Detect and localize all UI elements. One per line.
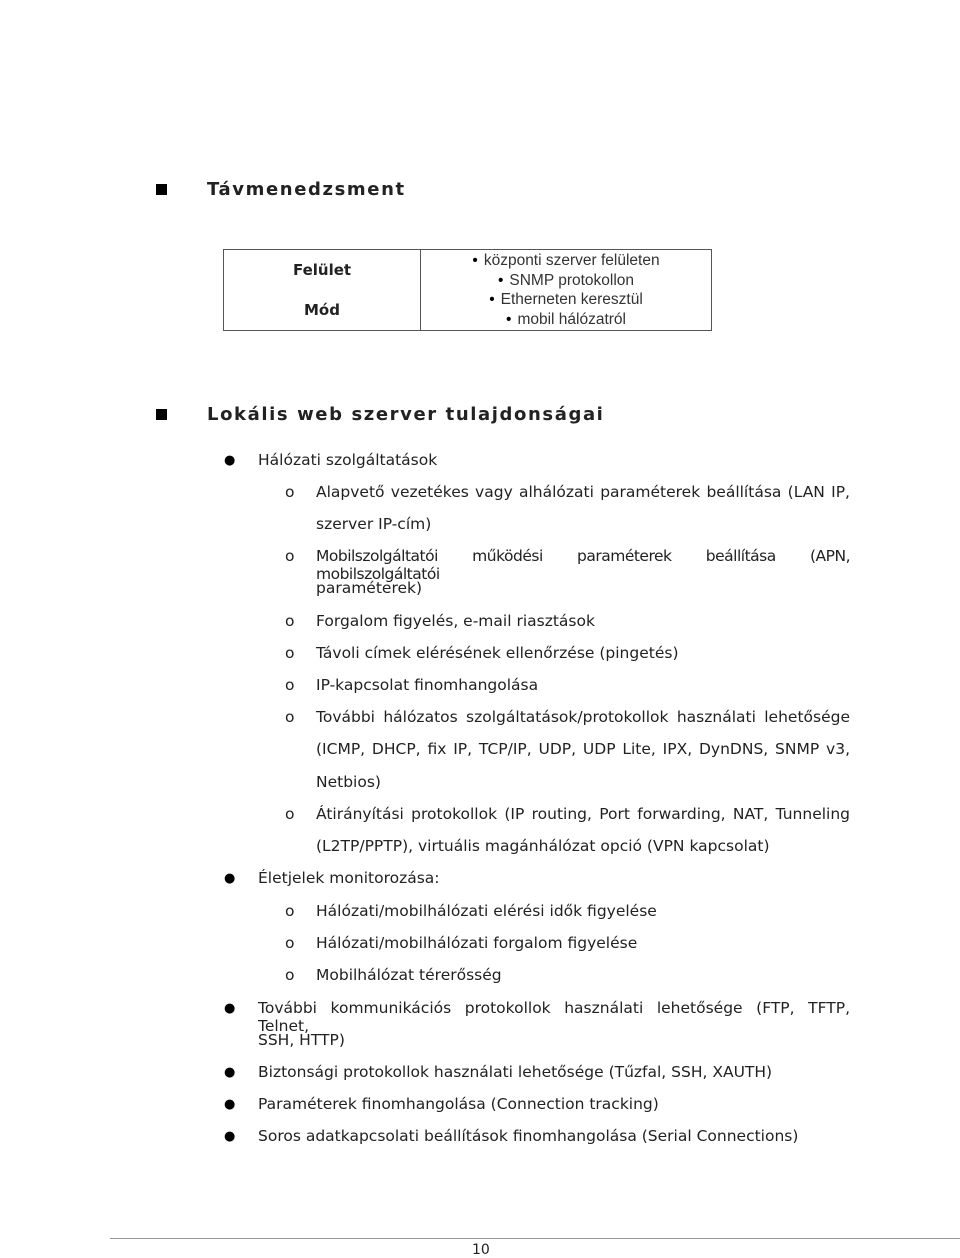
sub-item-line: Hálózati/mobilhálózati forgalom figyelése	[316, 934, 638, 952]
label-interface: Felület	[292, 261, 352, 279]
section-heading	[156, 404, 604, 425]
section-heading	[156, 179, 406, 200]
bullet-icon: ●	[224, 871, 236, 886]
list-item-title: Hálózati szolgáltatások	[258, 451, 438, 469]
section-title: Lokális web szerver tulajdonságai	[207, 404, 605, 425]
remote-management-table	[223, 249, 712, 331]
circle-bullet-icon: o	[285, 934, 295, 952]
section-title: Távmenedzsment	[207, 179, 406, 200]
sub-item-line: Netbios)	[316, 773, 381, 791]
list-item-line: Soros adatkapcsolati beállítások finomhangolása (Serial Connections)	[258, 1127, 799, 1145]
square-bullet-icon	[156, 409, 167, 420]
bullet-icon: ●	[224, 1065, 236, 1080]
table-labels	[224, 250, 421, 331]
table-value: • Etherneten keresztül	[421, 290, 711, 310]
sub-item-line: Forgalom figyelés, e-mail riasztások	[316, 612, 595, 630]
sub-item-line: További hálózatos szolgáltatások/protokollok használati lehetősége	[316, 708, 850, 726]
circle-bullet-icon: o	[285, 902, 295, 920]
circle-bullet-icon: o	[285, 676, 295, 694]
sub-item-line: Hálózati/mobilhálózati elérési idők figyelése	[316, 902, 657, 920]
circle-bullet-icon: o	[285, 644, 295, 662]
bullet-icon: ●	[224, 453, 236, 468]
list-item-line: Paraméterek finomhangolása (Connection tracking)	[258, 1095, 659, 1113]
sub-item-line: Távoli címek elérésének ellenőrzése (pingetés)	[316, 644, 679, 662]
list-item-title: Életjelek monitorozása:	[258, 869, 440, 887]
table-values	[421, 250, 712, 331]
circle-bullet-icon: o	[285, 966, 295, 984]
list-item-line: SSH, HTTP)	[258, 1031, 345, 1049]
circle-bullet-icon: o	[285, 708, 295, 726]
bullet-icon: ●	[224, 1001, 236, 1016]
sub-item-line: (ICMP, DHCP, fix IP, TCP/IP, UDP, UDP Lite, IPX, DynDNS, SNMP v3,	[316, 740, 850, 758]
square-bullet-icon	[156, 184, 167, 195]
sub-item-line: Alapvető vezetékes vagy alhálózati paraméterek beállítása (LAN IP,	[316, 483, 850, 501]
sub-item-line: Mobilhálózat térerősség	[316, 966, 502, 984]
sub-item-line: IP-kapcsolat finomhangolása	[316, 676, 539, 694]
circle-bullet-icon: o	[285, 483, 295, 501]
circle-bullet-icon: o	[285, 547, 295, 565]
sub-item-line: paraméterek)	[316, 579, 423, 597]
circle-bullet-icon: o	[285, 805, 295, 823]
bullet-icon: ●	[224, 1129, 236, 1144]
sub-item-line: Átirányítási protokollok (IP routing, Port forwarding, NAT, Tunneling	[316, 805, 850, 823]
sub-item-line: (L2TP/PPTP), virtuális magánhálózat opció (VPN kapcsolat)	[316, 837, 770, 855]
sub-item-line: Mobilszolgáltatói működési paraméterek beállítása (APN, mobilszolgáltatói	[316, 547, 850, 583]
footer-rule	[110, 1238, 960, 1239]
label-mode: Mód	[304, 301, 340, 319]
list-item-line: Biztonsági protokollok használati lehetősége (Tűzfal, SSH, XAUTH)	[258, 1063, 773, 1081]
table-value: • SNMP protokollon	[421, 271, 711, 291]
table-value: • mobil hálózatról	[421, 310, 711, 330]
bullet-icon: ●	[224, 1097, 236, 1112]
page-number: 10	[472, 1242, 490, 1258]
list-item-line: További kommunikációs protokollok használati lehetősége (FTP, TFTP, Telnet,	[258, 999, 850, 1035]
circle-bullet-icon: o	[285, 612, 295, 630]
table-value: • központi szerver felületen	[421, 251, 711, 271]
sub-item-line: szerver IP-cím)	[316, 515, 432, 533]
